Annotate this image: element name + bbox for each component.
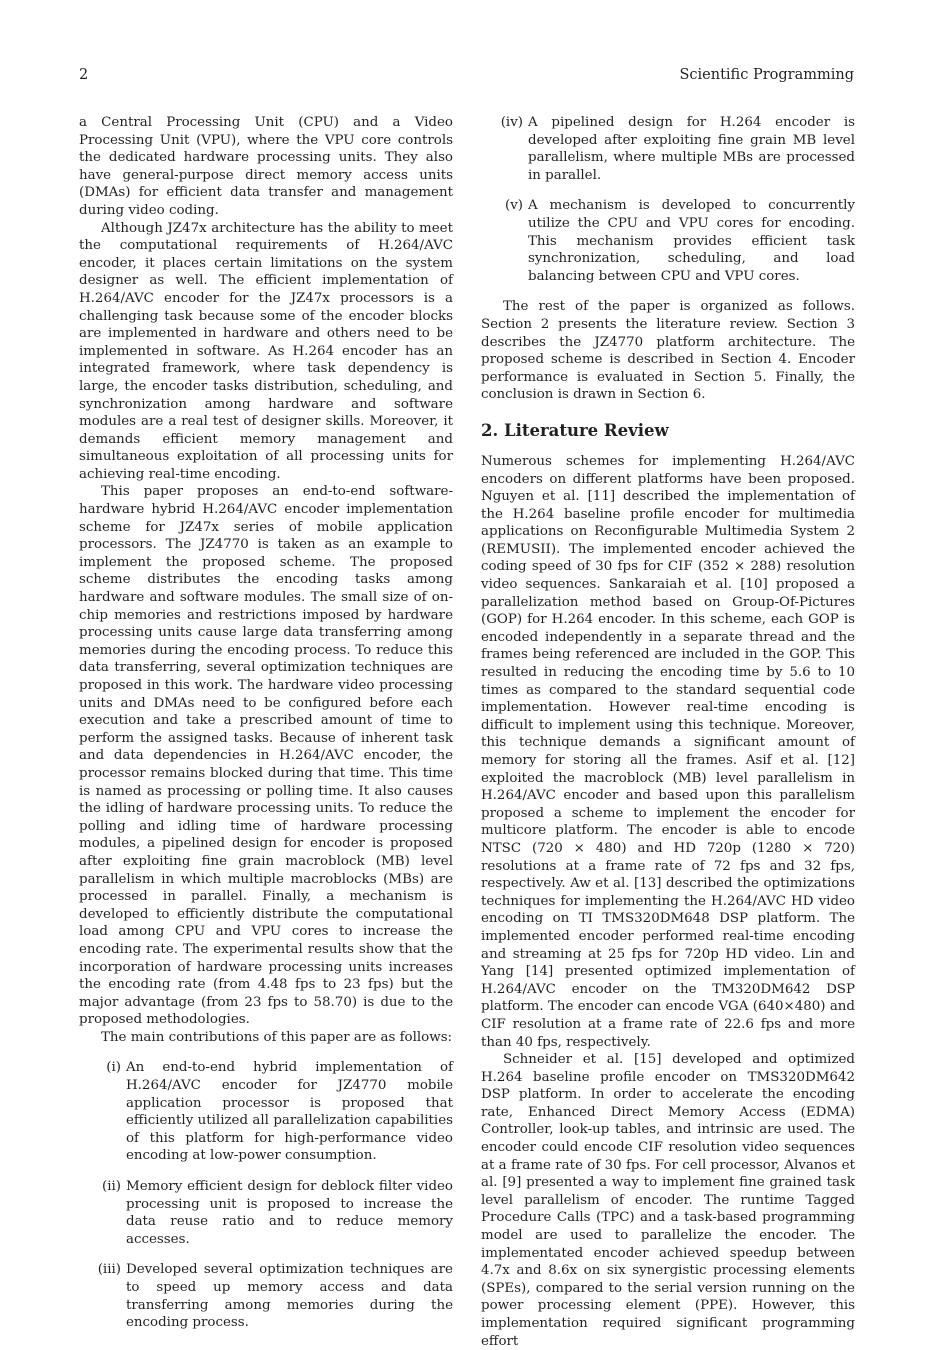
list-marker: (iv) (500, 115, 523, 130)
list-item-text: A mechanism is developed to concurrently utilize the CPU and VPU cores for encoding. This mechanism provides efficient task synchronization, scheduling, and load balancing between CPU and VPU cores. (528, 198, 855, 284)
list-item (79, 1178, 453, 1248)
list-item (481, 197, 855, 285)
right-column (481, 114, 855, 1350)
body-paragraph: Although JZ47x architecture has the ability to meet the computational requirements of H.264/AVC encoder, it places certain limitations on the system designer as well. The efficient implementation of H.264/AVC encoder for the JZ47x processors is a challenging task because some of the encoder blocks are implemented in hardware and others need to be implemented in software. As H.264 encoder has an integrated framework, where task dependency is large, the encoder tasks distribution, scheduling, and synchronization among hardware and software modules are a real test of designer skills. Moreover, it demands efficient memory management and simultaneous exploitation of all processing units for achieving real-time encoding. (79, 220, 453, 482)
section-heading: 2. Literature Review (481, 420, 669, 440)
body-paragraph: This paper proposes an end-to-end software-hardware hybrid H.264/AVC encoder implementation scheme for JZ47x series of mobile application processors. The JZ4770 is taken as an example to implement the proposed scheme. The proposed scheme distributes the encoding tasks among hardware and software modules. The small size of on-chip memories and restrictions imposed by hardware processing units cause large data transferring among memories during the encoding process. To reduce this data transferring, several optimization techniques are proposed in this work. The hardware video processing units and DMAs need to be configured before each execution and take a prescribed amount of time to perform the assigned tasks. Because of inherent task and data dependencies in H.264/AVC encoder, the processor remains blocked during that time. This time is named as processing or polling time. It also causes the idling of hardware processing units. To reduce the polling and idling time of hardware processing modules, a pipelined design for encoder is proposed after exploiting fine grain macroblock (MB) level parallelism in which multiple macroblocks (MBs) are processed in parallel. Finally, a mechanism is developed to efficiently distribute the computational load among CPU and VPU cores to increase the encoding rate. The experimental results show that the incorporation of hardware processing units increases the encoding rate (from 4.48 fps to 23 fps) but the major advantage (from 23 fps to 58.70) is due to the proposed methodologies. (79, 484, 453, 1028)
contributions-list (79, 1059, 453, 1331)
list-item-text: Developed several optimization techniques are to speed up memory access and data transferring among memories during the encoding process. (126, 1262, 453, 1331)
contributions-intro: The main contributions of this paper are as follows: (101, 1029, 453, 1045)
organization-paragraph: The rest of the paper is organized as follows. Section 2 presents the literature review. Section 3 describes the JZ4770 platform architecture. The proposed scheme is described in Section 4. Encoder performance is evaluated in Section 5. Finally, the conclusion is drawn in Section 6. (481, 299, 855, 403)
list-item (79, 1261, 453, 1331)
list-marker: (iii) (97, 1262, 121, 1278)
list-item-text: An end-to-end hybrid implementation of H.264/AVC encoder for JZ4770 mobile application processor is proposed that efficiently utilized all parallelization capabilities of this platform for high-performance video encoding at low-power consumption. (126, 1060, 453, 1164)
journal-running-head: Scientific Programming (679, 67, 854, 83)
left-column (79, 114, 453, 1345)
list-marker: (ii) (101, 1179, 121, 1195)
body-paragraph: Numerous schemes for implementing H.264/AVC encoders on different platforms have been proposed. Nguyen et al. [11] described the implementation of the H.264 baseline profile encoder for multimedia applications on Reconfigurable Multimedia System 2 (REMUSII). The implemented encoder achieved the coding speed of 30 fps for CIF (352 × 288) resolution video sequences. Sankaraiah et al. [10] proposed a parallelization method based on Group-Of-Pictures (GOP) for H.264 encoder. In this scheme, each GOP is encoded independently in a separate thread and the frames being referenced are included in the GOP. This resulted in reducing the encoding time by 5.6 to 10 times as compared to the standard sequential code implementation. However real-time encoding is difficult to implement using this technique. Moreover, this technique demands a significant amount of memory for storing all the frames. Asif et al. [12] exploited the macroblock (MB) level parallelism in H.264/AVC encoder and based upon this parallelism proposed a scheme to implement the encoder for multicore platform. The encoder is able to encode NTSC (720 × 480) and HD 720p (1280 × 720) resolutions at a frame rate of 72 fps and 32 fps, respectively. Aw et al. [13] described the optimizations techniques for implementing the H.264/AVC HD video encoding on TI TMS320DM648 DSP platform. The implemented encoder performed real-time encoding and streaming at 25 fps for 720p HD video. Lin and Yang [14] presented optimized implementation of H.264/AVC encoder on the TM320DM642 DSP platform. The encoder can encode VGA (640×480) and CIF resolution at a frame rate of 22.6 fps and more than 40 fps, respectively. (481, 453, 855, 1050)
body-paragraph: Schneider et al. [15] developed and optimized H.264 baseline profile encoder on TMS320DM642 DSP platform. In order to accelerate the encoding rate, Enhanced Direct Memory Access (EDMA) Controller, look-up tables, and intrinsic are used. The encoder could encode CIF resolution video sequences at a frame rate of 30 fps. For cell processor, Alvanos et al. [9] presented a way to implement fine grained task level parallelism of encoder. The runtime Tagged Procedure Calls (TPC) and a task-based programming model are used to parallelize the encoder. The implementated encoder achieved speedup between 4.7x and 8.6x on six synergistic processing elements (SPEs), compared to the serial version running on the power processing element (PPE). However, this implementation required significant programming effort (481, 1052, 855, 1349)
list-item-text: A pipelined design for H.264 encoder is developed after exploiting fine grain MB level parallelism, where multiple MBs are processed in parallel. (528, 115, 855, 183)
list-marker: (i) (106, 1060, 121, 1076)
list-item (481, 114, 855, 184)
list-item (79, 1059, 453, 1165)
list-marker: (v) (504, 198, 523, 214)
page-number: 2 (79, 67, 89, 83)
list-item-text: Memory efficient design for deblock filter video processing unit is proposed to increase the data reuse ratio and to reduce memory accesses. (126, 1179, 453, 1247)
contributions-list-continued (481, 114, 855, 285)
body-paragraph: a Central Processing Unit (CPU) and a Video Processing Unit (VPU), where the VPU core controls the dedicated hardware processing units. They also have general-purpose direct memory access units (DMAs) for efficient data transfer and management during video coding. (79, 115, 453, 218)
